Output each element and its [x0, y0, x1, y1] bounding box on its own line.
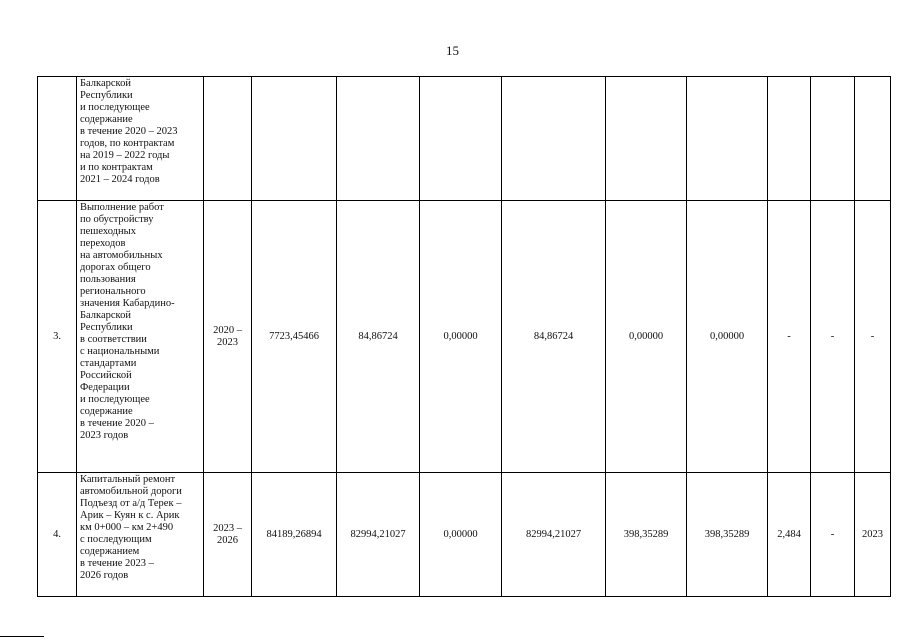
description-cell [77, 473, 204, 597]
description-line: и последующее [80, 394, 150, 405]
value-cell [252, 77, 337, 201]
period-line: 2023 [217, 336, 238, 348]
value-cell [687, 77, 768, 201]
value-cell: - [855, 201, 891, 473]
value-cell [811, 77, 855, 201]
description-line: содержание [80, 406, 133, 417]
description-line: 2021 – 2024 годов [80, 174, 160, 185]
description-line: 2026 годов [80, 570, 129, 581]
description-line: Капитальный ремонт [80, 474, 176, 485]
description-line: дорогах общего [80, 262, 151, 273]
description-line: на 2019 – 2022 годы [80, 150, 170, 161]
value-cell: 82994,21027 [337, 473, 420, 597]
description-line: переходов [80, 238, 126, 249]
table-row [38, 77, 891, 201]
description-line: 2023 годов [80, 430, 129, 441]
description-line: по обустройству [80, 214, 154, 225]
description-line: Российской [80, 370, 132, 381]
description-line: Республики [80, 90, 133, 101]
description-line: автомобильной дороги [80, 486, 182, 497]
description-line: и последующее [80, 102, 150, 113]
value-cell: 82994,21027 [502, 473, 606, 597]
period-cell [204, 77, 252, 201]
row-number-cell: 3. [38, 201, 77, 473]
period-line: 2020 – [213, 324, 242, 336]
description-line: в течение 2020 – 2023 [80, 126, 178, 137]
description-line: и по контрактам [80, 162, 153, 173]
value-cell: 0,00000 [687, 201, 768, 473]
description-line: Арик – Куян к с. Арик [80, 510, 180, 521]
description-line: Федерации [80, 382, 130, 393]
value-cell: 84,86724 [337, 201, 420, 473]
value-cell [855, 77, 891, 201]
description-line: стандартами [80, 358, 137, 369]
page-number: 15 [446, 43, 459, 58]
description-line: Балкарской [80, 310, 131, 321]
value-cell: 2023 [855, 473, 891, 597]
value-cell: 398,35289 [606, 473, 687, 597]
description-line: Республики [80, 322, 133, 333]
footer-rule [0, 636, 44, 637]
description-line: км 0+000 – км 2+490 [80, 522, 174, 533]
value-cell: - [811, 201, 855, 473]
description-line: в течение 2020 – [80, 418, 154, 429]
description-line: регионального [80, 286, 146, 297]
description-line: на автомобильных [80, 250, 163, 261]
value-cell [768, 77, 811, 201]
description-line: значения Кабардино- [80, 298, 175, 309]
period-cell [204, 201, 252, 473]
value-cell: - [768, 201, 811, 473]
description-line: пользования [80, 274, 136, 285]
period-cell [204, 473, 252, 597]
period-line: 2026 [217, 534, 238, 546]
value-cell: 0,00000 [606, 201, 687, 473]
value-cell: 398,35289 [687, 473, 768, 597]
period-line: 2023 – [213, 522, 242, 534]
description-line: годов, по контрактам [80, 138, 175, 149]
value-cell: 0,00000 [420, 473, 502, 597]
value-cell [337, 77, 420, 201]
value-cell: 2,484 [768, 473, 811, 597]
value-cell: 84,86724 [502, 201, 606, 473]
value-cell [606, 77, 687, 201]
value-cell: 84189,26894 [252, 473, 337, 597]
description-line: содержание [80, 114, 133, 125]
description-cell [77, 201, 204, 473]
description-line: Балкарской [80, 78, 131, 89]
table-row [38, 201, 891, 473]
description-line: Подъезд от а/д Терек – [80, 498, 182, 509]
description-line: пешеходных [80, 226, 136, 237]
description-line: в течение 2023 – [80, 558, 154, 569]
description-line: в соответствии [80, 334, 147, 345]
table-row [38, 473, 891, 597]
value-cell: 7723,45466 [252, 201, 337, 473]
row-number-cell: 4. [38, 473, 77, 597]
row-number-cell [38, 77, 77, 201]
value-cell [502, 77, 606, 201]
description-cell [77, 77, 204, 201]
description-line: с национальными [80, 346, 160, 357]
value-cell: 0,00000 [420, 201, 502, 473]
value-cell: - [811, 473, 855, 597]
description-line: с последующим [80, 534, 152, 545]
description-line: Выполнение работ [80, 202, 164, 213]
budget-table [37, 76, 891, 597]
value-cell [420, 77, 502, 201]
description-line: содержанием [80, 546, 140, 557]
